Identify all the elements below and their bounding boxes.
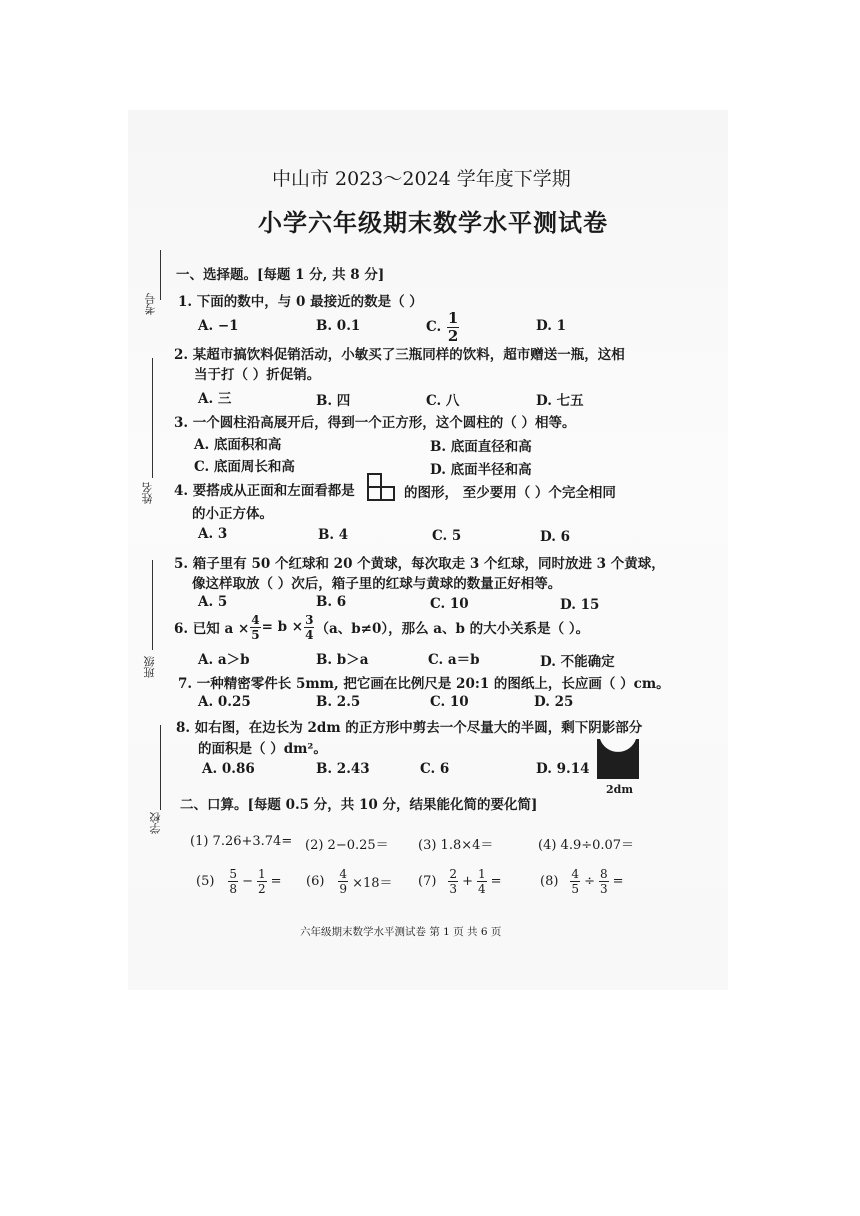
q2-option-d: D. 七五 xyxy=(536,393,584,409)
q2-option-c: C. 八 xyxy=(426,393,460,409)
question-7: 7. 一种精密零件长 5mm, 把它画在比例尺是 20:1 的图纸上，长应画（ ）cm。 xyxy=(178,676,670,692)
q4-option-a: A. 3 xyxy=(198,526,228,542)
q5-option-b: B. 6 xyxy=(316,594,347,610)
page-footer: 六年级期末数学水平测试卷 第 1 页 共 6 页 xyxy=(300,926,502,938)
question-4-part2: 的图形， 至少要用（ ）个完全相同 xyxy=(404,485,616,501)
q3-option-a: A. 底面积和高 xyxy=(194,437,282,453)
calc-item-5: (5) $\frac{5}{8}$ − $\frac{1}{2}$ = xyxy=(196,867,282,896)
figure-label: 2dm xyxy=(606,783,633,796)
question-8-line1: 8. 如右图，在边长为 2dm 的正方形中剪去一个尽量大的半圆，剩下阴影部分 xyxy=(176,720,643,736)
question-5-line1: 5. 箱子里有 50 个红球和 20 个黄球，每次取走 3 个红球，同时放进 3 个黄球， xyxy=(174,556,665,572)
binding-line xyxy=(152,358,153,478)
q2-option-a: A. 三 xyxy=(198,391,232,407)
q2-option-b: B. 四 xyxy=(316,393,351,409)
exam-no-label: 考号 xyxy=(144,293,157,315)
calc-item-4: (4) 4.9÷0.07＝ xyxy=(538,838,635,853)
q4-option-d: D. 6 xyxy=(540,529,571,545)
question-2-line2: 当于打（ ）折促销。 xyxy=(194,367,321,383)
q7-option-b: B. 2.5 xyxy=(316,694,361,710)
binding-line xyxy=(160,250,161,300)
q3-option-b: B. 底面直径和高 xyxy=(430,439,532,455)
q1-option-b: B. 0.1 xyxy=(316,318,361,334)
calc-item-7: (7) $\frac{2}{3}$ + $\frac{1}{4}$ = xyxy=(418,867,502,896)
q8-option-b: B. 2.43 xyxy=(316,761,370,777)
exam-subtitle: 中山市 2023～2024 学年度下学期 xyxy=(272,168,571,190)
q1-option-c: C. $\frac{1}{2}$ xyxy=(426,309,459,345)
q4-option-c: C. 5 xyxy=(432,528,462,544)
q3-option-d: D. 底面半径和高 xyxy=(430,462,532,478)
q1-option-d: D. 1 xyxy=(536,318,567,334)
question-3: 3. 一个圆柱沿高展开后，得到一个正方形，这个圆柱的（ ）相等。 xyxy=(174,415,576,431)
q7-option-d: D. 25 xyxy=(534,694,574,710)
section1-heading: 一、选择题。[每题 1 分, 共 8 分] xyxy=(176,267,385,283)
binding-line xyxy=(160,725,161,810)
q7-option-c: C. 10 xyxy=(430,694,469,710)
question-6: 6. 已知 a × $\frac{4}{5}$ = b × $\frac{3}{4}$ （a、b≠0），那么 a、b 的大小关系是（ ）。 xyxy=(174,612,590,642)
class-label: 班级 xyxy=(143,656,156,678)
q4-option-b: B. 4 xyxy=(318,527,349,543)
q8-option-a: A. 0.86 xyxy=(202,761,255,777)
calc-item-6: (6) $\frac{4}{9}$ ×18＝ xyxy=(306,867,393,896)
q6-option-c: C. a＝b xyxy=(428,652,480,668)
q3-option-c: C. 底面周长和高 xyxy=(194,459,295,475)
q6-option-d: D. 不能确定 xyxy=(540,654,615,670)
q7-option-a: A. 0.25 xyxy=(198,694,251,710)
q5-option-a: A. 5 xyxy=(198,594,228,610)
calc-item-3: (3) 1.8×4＝ xyxy=(418,838,494,853)
school-label: 学校 xyxy=(149,812,162,834)
q5-option-c: C. 10 xyxy=(430,596,469,612)
calc-item-2: (2) 2−0.25＝ xyxy=(305,838,389,853)
square-minus-semicircle-figure xyxy=(596,738,640,780)
name-label: 姓名 xyxy=(141,482,154,504)
question-1: 1. 下面的数中，与 0 最接近的数是（ ） xyxy=(178,294,423,310)
q8-option-d: D. 9.14 xyxy=(536,761,590,777)
q6-option-b: B. b＞a xyxy=(316,652,369,668)
q8-option-c: C. 6 xyxy=(420,761,450,777)
question-2-line1: 2. 某超市搞饮料促销活动，小敏买了三瓶同样的饮料，超市赠送一瓶，这相 xyxy=(174,347,625,363)
exam-title: 小学六年级期末数学水平测试卷 xyxy=(258,208,608,237)
question-8-line2: 的面积是（ ）dm²。 xyxy=(198,741,327,757)
question-4-part1: 4. 要搭成从正面和左面看都是 xyxy=(174,483,355,499)
scanned-page xyxy=(128,110,728,990)
q6-option-a: A. a＞b xyxy=(198,652,250,668)
calc-item-1: (1) 7.26+3.74= xyxy=(190,834,293,849)
question-4-line2: 的小正方体。 xyxy=(192,506,273,522)
section2-heading: 二、口算。[每题 0.5 分，共 10 分，结果能化简的要化简] xyxy=(180,797,538,813)
binding-line xyxy=(152,560,153,650)
q5-option-d: D. 15 xyxy=(560,597,600,613)
calc-item-8: (8) $\frac{4}{5}$ ÷ $\frac{8}{3}$ = xyxy=(540,867,624,896)
q1-option-a: A. −1 xyxy=(198,318,239,334)
question-5-line2: 像这样取放（ ）次后，箱子里的红球与黄球的数量正好相等。 xyxy=(192,576,562,592)
view-shape-icon xyxy=(366,472,398,502)
